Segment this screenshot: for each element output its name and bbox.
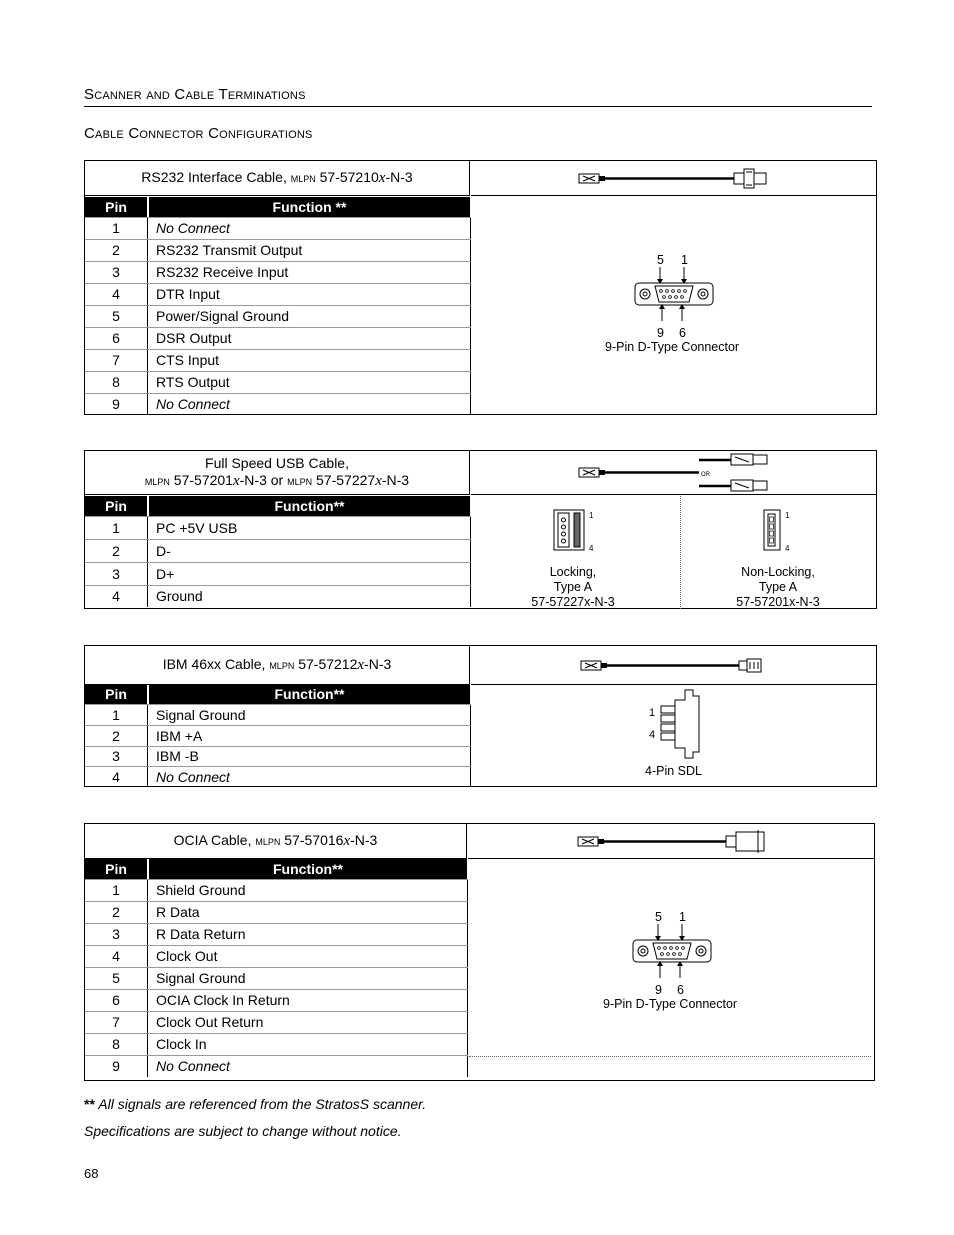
- table-row: 9 No Connect: [85, 393, 471, 414]
- rs232-pin-table: [85, 197, 471, 414]
- table-row: 7 Clock Out Return: [85, 1011, 468, 1033]
- table-row: 4 No Connect: [85, 766, 471, 787]
- svg-text:9: 9: [657, 326, 664, 340]
- rs232-cable-title: RS232 Interface Cable, mlpn 57-57210x-N-3: [85, 161, 470, 196]
- svg-text:9: 9: [655, 983, 662, 997]
- db9-connector-diagram: [631, 908, 715, 998]
- svg-text:5: 5: [657, 253, 664, 267]
- svg-text:1: 1: [785, 511, 790, 520]
- table-row: 1 PC +5V USB: [85, 516, 471, 539]
- sdl-connector-icon: [645, 688, 705, 760]
- table-row: 7 CTS Input: [85, 349, 471, 371]
- table-row: 8 RTS Output: [85, 371, 471, 393]
- pin-column-header: Pin: [85, 684, 147, 704]
- usb-locking-caption: Locking, Type A 57-57227x-N-3: [531, 565, 615, 609]
- sub-title: Cable Connector Configurations: [84, 125, 313, 142]
- page-number: 68: [84, 1166, 99, 1181]
- svg-text:1: 1: [679, 910, 686, 924]
- svg-text:1: 1: [589, 511, 594, 520]
- svg-text:6: 6: [677, 983, 684, 997]
- pin-column-header: Pin: [85, 859, 147, 879]
- pin-column-header: Pin: [85, 496, 147, 516]
- pin-column-header: Pin: [85, 197, 147, 217]
- usb-cable-image: [471, 451, 876, 495]
- ocia-pin-table: [85, 859, 468, 1077]
- table-row: 3 IBM -B: [85, 746, 471, 766]
- specification-note: Specifications are subject to change without notice.: [84, 1123, 402, 1139]
- ocia-connector-caption: 9-Pin D-Type Connector: [603, 997, 738, 1011]
- ocia-cable-block: [84, 823, 875, 1081]
- table-row: 4 Ground: [85, 585, 471, 607]
- ocia-cable-image: [468, 824, 874, 859]
- table-row: 8 Clock In: [85, 1033, 468, 1055]
- usb-locking-icon: [551, 507, 601, 557]
- function-column-header: Function**: [149, 496, 470, 516]
- ibm-pin-table: [85, 684, 471, 787]
- table-row: 6 OCIA Clock In Return: [85, 989, 468, 1011]
- section-rule: [84, 106, 872, 107]
- svg-text:5: 5: [655, 910, 662, 924]
- table-row: 3 R Data Return: [85, 923, 468, 945]
- table-row: 2 R Data: [85, 901, 468, 923]
- usb-cable-title: Full Speed USB Cable, mlpn 57-57201x-N-3 or mlpn 57-57227x-N-3: [85, 451, 470, 495]
- ibm-cable-block: [84, 645, 877, 787]
- table-row: 9 No Connect: [85, 1055, 468, 1077]
- table-row: 6 DSR Output: [85, 327, 471, 349]
- usb-pin-table: [85, 496, 471, 607]
- sdl-connector-diagram: [645, 688, 705, 760]
- usb-cable-icon: [471, 451, 878, 494]
- table-row: 3 D+: [85, 562, 471, 585]
- table-row: 2 IBM +A: [85, 725, 471, 746]
- ocia-dotted-rule: [469, 1056, 871, 1057]
- rs232-cable-image: [471, 161, 876, 196]
- svg-text:4: 4: [589, 544, 594, 553]
- svg-text:1: 1: [681, 253, 688, 267]
- table-row: 5 Power/Signal Ground: [85, 305, 471, 327]
- svg-text:1: 1: [649, 707, 656, 719]
- table-row: 5 Signal Ground: [85, 967, 468, 989]
- db9-connector-icon: [631, 908, 715, 998]
- svg-text:4: 4: [649, 729, 656, 741]
- usb-cable-block: [84, 450, 877, 609]
- svg-text:6: 6: [679, 326, 686, 340]
- usb-nonlocking-caption: Non-Locking, Type A 57-57201x-N-3: [736, 565, 820, 609]
- table-row: 4 Clock Out: [85, 945, 468, 967]
- svg-text:4: 4: [785, 544, 790, 553]
- usb-nonlocking-icon: [761, 507, 811, 557]
- sdl-connector-caption: 4-Pin SDL: [645, 764, 702, 778]
- cable-icon: [471, 161, 878, 195]
- db9-connector-diagram: [633, 251, 717, 341]
- function-column-header: Function**: [149, 684, 470, 704]
- function-column-header: Function**: [149, 859, 467, 879]
- function-column-header: Function **: [149, 197, 470, 217]
- ibm-cable-title: IBM 46xx Cable, mlpn 57-57212x-N-3: [85, 646, 470, 685]
- table-row: 4 DTR Input: [85, 283, 471, 305]
- usb-nonlocking-connector: [761, 507, 811, 557]
- rs232-connector-caption: 9-Pin D-Type Connector: [605, 340, 740, 354]
- rs232-cable-block: [84, 160, 877, 415]
- svg-text:OR: OR: [701, 472, 710, 478]
- section-title: Scanner and Cable Terminations: [84, 86, 306, 103]
- db9-connector-icon: [633, 251, 717, 341]
- ibm-cable-image: [471, 646, 876, 685]
- table-row: 1 Signal Ground: [85, 704, 471, 725]
- ibm-cable-icon: [471, 646, 878, 684]
- signal-reference-note: ** All signals are referenced from the StratosS scanner.: [84, 1096, 427, 1112]
- ocia-cable-title: OCIA Cable, mlpn 57-57016x-N-3: [85, 824, 467, 859]
- ocia-cable-icon: [468, 824, 875, 858]
- table-row: 3 RS232 Receive Input: [85, 261, 471, 283]
- usb-divider: [680, 496, 681, 609]
- table-row: 2 D-: [85, 539, 471, 562]
- table-row: 1 No Connect: [85, 217, 471, 239]
- table-row: 1 Shield Ground: [85, 879, 468, 901]
- usb-locking-connector: [551, 507, 601, 557]
- table-row: 2 RS232 Transmit Output: [85, 239, 471, 261]
